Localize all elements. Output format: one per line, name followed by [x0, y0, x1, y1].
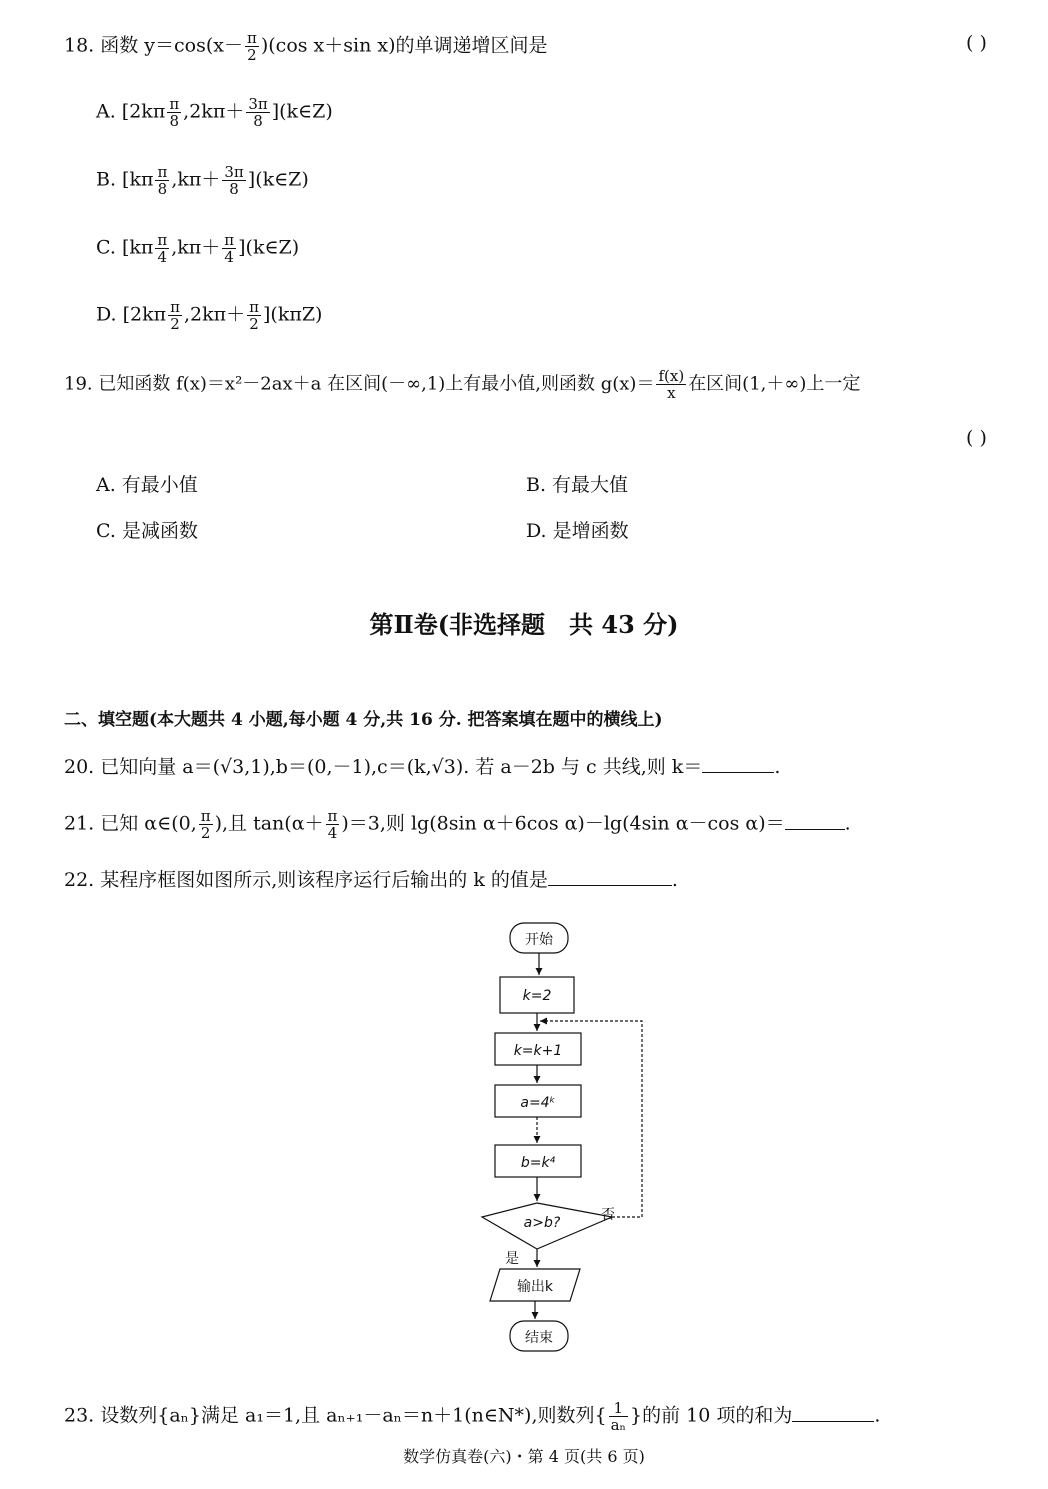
q23-answer-blank[interactable]: [792, 1403, 874, 1422]
q23: 23. 设数列{aₙ}满足 a₁＝1,且 aₙ₊₁－aₙ＝n＋1(n∈N*),则数列{ $\frac{1}{\text{aₙ}}$ }的前 10 项的和为 .: [64, 1399, 881, 1434]
q19-option-b: B. 有最大值: [526, 474, 629, 496]
flow-yes-label: 是: [505, 1251, 519, 1267]
q18-frac: $\frac{\pi}{2}$: [247, 29, 257, 64]
q18-option-d: D. [2kπ $\frac{\pi}{2}$ ,2kπ＋ $\frac{\pi}{2}$ ](kπZ): [96, 298, 323, 333]
flow-step-label: k=k+1: [513, 1043, 563, 1059]
q20-answer-blank[interactable]: [702, 754, 774, 773]
q22-answer-blank[interactable]: [548, 867, 672, 886]
q21: 21. 已知 α∈(0, $\frac{\pi}{2}$ ),且 tan(α＋ $\frac{\pi}{4}$ )＝3,则 lg(8sin α＋6cos α)－lg(4sin α－cos α)＝ .: [64, 807, 851, 842]
q18-stem: 18. 函数 y＝cos(x－ $\frac{\pi}{2}$ )(cos x＋sin x)的单调递增区间是: [64, 29, 548, 64]
flow-output-label: 输出k: [516, 1279, 554, 1295]
q22: 22. 某程序框图如图所示,则该程序运行后输出的 k 的值是 .: [64, 869, 678, 891]
q19-option-d: D. 是增函数: [526, 520, 629, 542]
flow-no-label: 否: [601, 1207, 615, 1223]
q18-option-a: A. [2kπ $\frac{\pi}{8}$ ,2kπ＋ $\frac{3\pi}{8}$ ](k∈Z): [96, 95, 333, 130]
section-title: 第Ⅱ卷(非选择题 共 43 分): [369, 610, 679, 639]
flow-assign-a-label: a=4ᵏ: [520, 1095, 556, 1111]
q20: 20. 已知向量 a＝(√3,1),b＝(0,－1),c＝(k,√3). 若 a－2b 与 c 共线,则 k＝ .: [64, 756, 781, 778]
q18-answer-paren: ( ): [966, 32, 987, 54]
q18-option-b: B. [kπ $\frac{\pi}{8}$ ,kπ＋ $\frac{3\pi}{8}$ ](k∈Z): [96, 163, 309, 198]
flow-start-label: 开始: [525, 932, 553, 948]
flow-init-label: k=2: [522, 988, 552, 1004]
part-title: 二、填空题(本大题共 4 小题,每小题 4 分,共 16 分. 把答案填在题中的横线上): [64, 710, 663, 730]
q19-answer-paren: ( ): [966, 427, 987, 449]
q19-option-a: A. 有最小值: [96, 474, 198, 496]
page-footer: 数学仿真卷(六)・第 4 页(共 6 页): [403, 1447, 645, 1466]
flow-assign-b-label: b=k⁴: [520, 1155, 556, 1171]
q21-answer-blank[interactable]: [785, 811, 845, 830]
flow-condition-label: a>b?: [523, 1215, 561, 1231]
q19-option-c: C. 是减函数: [96, 520, 198, 542]
q18-option-c: C. [kπ $\frac{\pi}{4}$ ,kπ＋ $\frac{\pi}{4}$ ](k∈Z): [96, 231, 300, 266]
q19-stem: 19. 已知函数 f(x)＝x²－2ax＋a 在区间(－∞,1)上有最小值,则函数 g(x)＝ $\frac{f(x)}{x}$ 在区间(1,＋∞)上一定: [64, 367, 861, 402]
flow-end-label: 结束: [525, 1330, 553, 1346]
flowchart: [470, 915, 660, 1360]
